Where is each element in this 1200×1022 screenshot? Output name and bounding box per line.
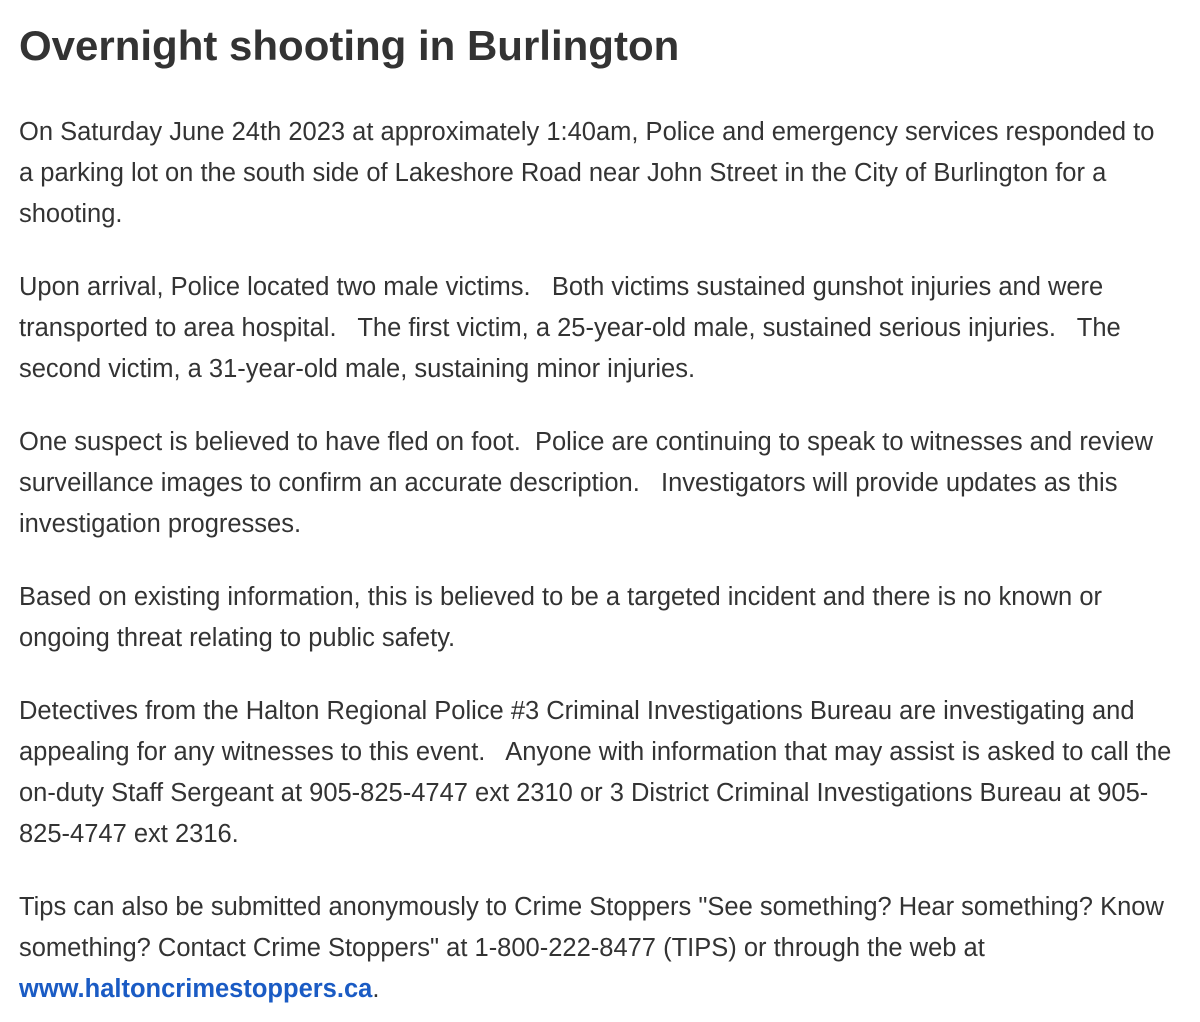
paragraph-victims: Upon arrival, Police located two male victims. Both victims sustained gunshot injuries and were transported to area hospital. The first victim, a 25-year-old male, sustained serious injuries. The second victim, a 31-year-old male, sustaining minor injuries. bbox=[19, 273, 1128, 383]
tips-text: Tips can also be submitted anonymously to Crime Stoppers "See something? Hear something? Know something? Contact Crime Stoppers" at 1-800-222-8477 (TIPS) or through the web at bbox=[19, 893, 1171, 962]
paragraph-public-safety: Based on existing information, this is believed to be a targeted incident and there is no known or ongoing threat relating to public safety. bbox=[19, 583, 1110, 652]
paragraph-incident: On Saturday June 24th 2023 at approximately 1:40am, Police and emergency services responded to a parking lot on the south side of Lakeshore Road near John Street in the City of Burlington for a shooting. bbox=[19, 118, 1162, 228]
tips-suffix: . bbox=[372, 975, 380, 1003]
paragraph-tips bbox=[19, 887, 1175, 1010]
article-title: Overnight shooting in Burlington bbox=[19, 22, 680, 69]
crime-stoppers-link[interactable]: www.haltoncrimestoppers.ca bbox=[19, 975, 373, 1003]
paragraph-contact-info: Detectives from the Halton Regional Police #3 Criminal Investigations Bureau are investigating and appealing for any witnesses to this event. Anyone with information that may assist is asked to call the on-duty Staff Sergeant at 905-825-4747 ext 2310 or 3 District Criminal Investigations Bureau at 905-825-4747 ext 2316. bbox=[19, 697, 1179, 848]
paragraph-suspect: One suspect is believed to have fled on foot. Police are continuing to speak to witnesses and review surveillance images to confirm an accurate description. Investigators will provide updates as this investigation progresses. bbox=[19, 428, 1161, 538]
